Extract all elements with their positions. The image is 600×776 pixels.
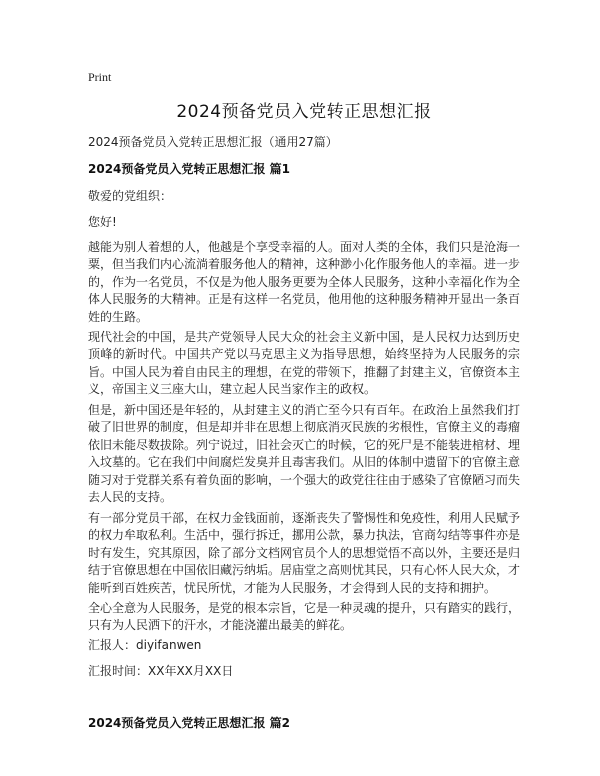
paragraph-5: 全心全意为人民服务，是党的根本宗旨，它是一种灵魂的提升，只有踏实的践行，只有为人民洒下的汗水，才能浇灌出最美的鲜花。	[88, 601, 521, 633]
paragraph-3: 但是，新中国还是年轻的，从封建主义的消亡至今只有百年。在政治上虽然我们打破了旧世界的制度，但是却并非在思想上彻底消灭民族的劣根性，官僚主义的毒瘤依旧未能尽数拔除。列宁说过，旧社会灭亡的时候，它的死尸是不能装进棺材、埋入坟墓的。它在我们中间腐烂发臭并且毒害我们。从旧的体制中遗留下的官僚主意随习对于党群关系有着负面的影响，一个强大的政党往往由于感染了官僚陋习而失去人民的支持。	[88, 403, 521, 505]
section-heading-2: 2024预备党员入党转正思想汇报 篇2	[88, 716, 290, 730]
document-subtitle: 2024预备党员入党转正思想汇报（通用27篇）	[88, 135, 338, 149]
paragraph-2: 现代社会的中国，是共产党领导人民大众的社会主义新中国，是人民权力达到历史顶峰的新时代。中国共产党以马克思主义为指导思想，始终坚持为人民服务的宗旨。中国人民为着自由民主的理想，在党的带领下，推翻了封建主义，官僚资本主义，帝国主义三座大山，建立起人民当家作主的政权。	[88, 330, 521, 397]
salutation: 敬爱的党组织：	[88, 189, 173, 203]
paragraph-4: 有一部分党员干部，在权力金钱面前，逐渐丧失了警惕性和免疫性，利用人民赋予的权力牟取私利。生活中，强行拆迁，挪用公款，暴力执法，官商勾结等事件亦是时有发生，究其原因，除了部分文档网官员个人的思想觉悟不高以外，主要还是归结于官僚思想在中国依旧藏污纳垢。居庙堂之高则忧其民，只有心怀人民大众，才能听到百姓疾苦，忧民所忧，才能为人民服务，才会得到人民的支持和拥护。	[88, 511, 521, 595]
page-title: 2024预备党员入党转正思想汇报	[176, 102, 432, 122]
reporter-line: 汇报人：diyifanwen	[88, 638, 202, 652]
paragraph-1: 越能为别人着想的人，他越是个享受幸福的人。面对人类的全体，我们只是沧海一粟，但当我们内心流淌着服务他人的精神，这种渺小化作服务他人的幸福。进一步的，作为一名党员，不仅是为他人服务更要为全体人民服务，这种小幸福化作为全体人民服务的大精神。正是有这样一名党员，他用他的这种服务精神开显出一条百姓的生路。	[88, 240, 521, 324]
print-label[interactable]: Print	[88, 70, 112, 84]
report-time-line: 汇报时间：XX年XX月XX日	[88, 664, 234, 678]
section-heading-1: 2024预备党员入党转正思想汇报 篇1	[88, 162, 290, 176]
greeting: 您好!	[88, 215, 117, 229]
